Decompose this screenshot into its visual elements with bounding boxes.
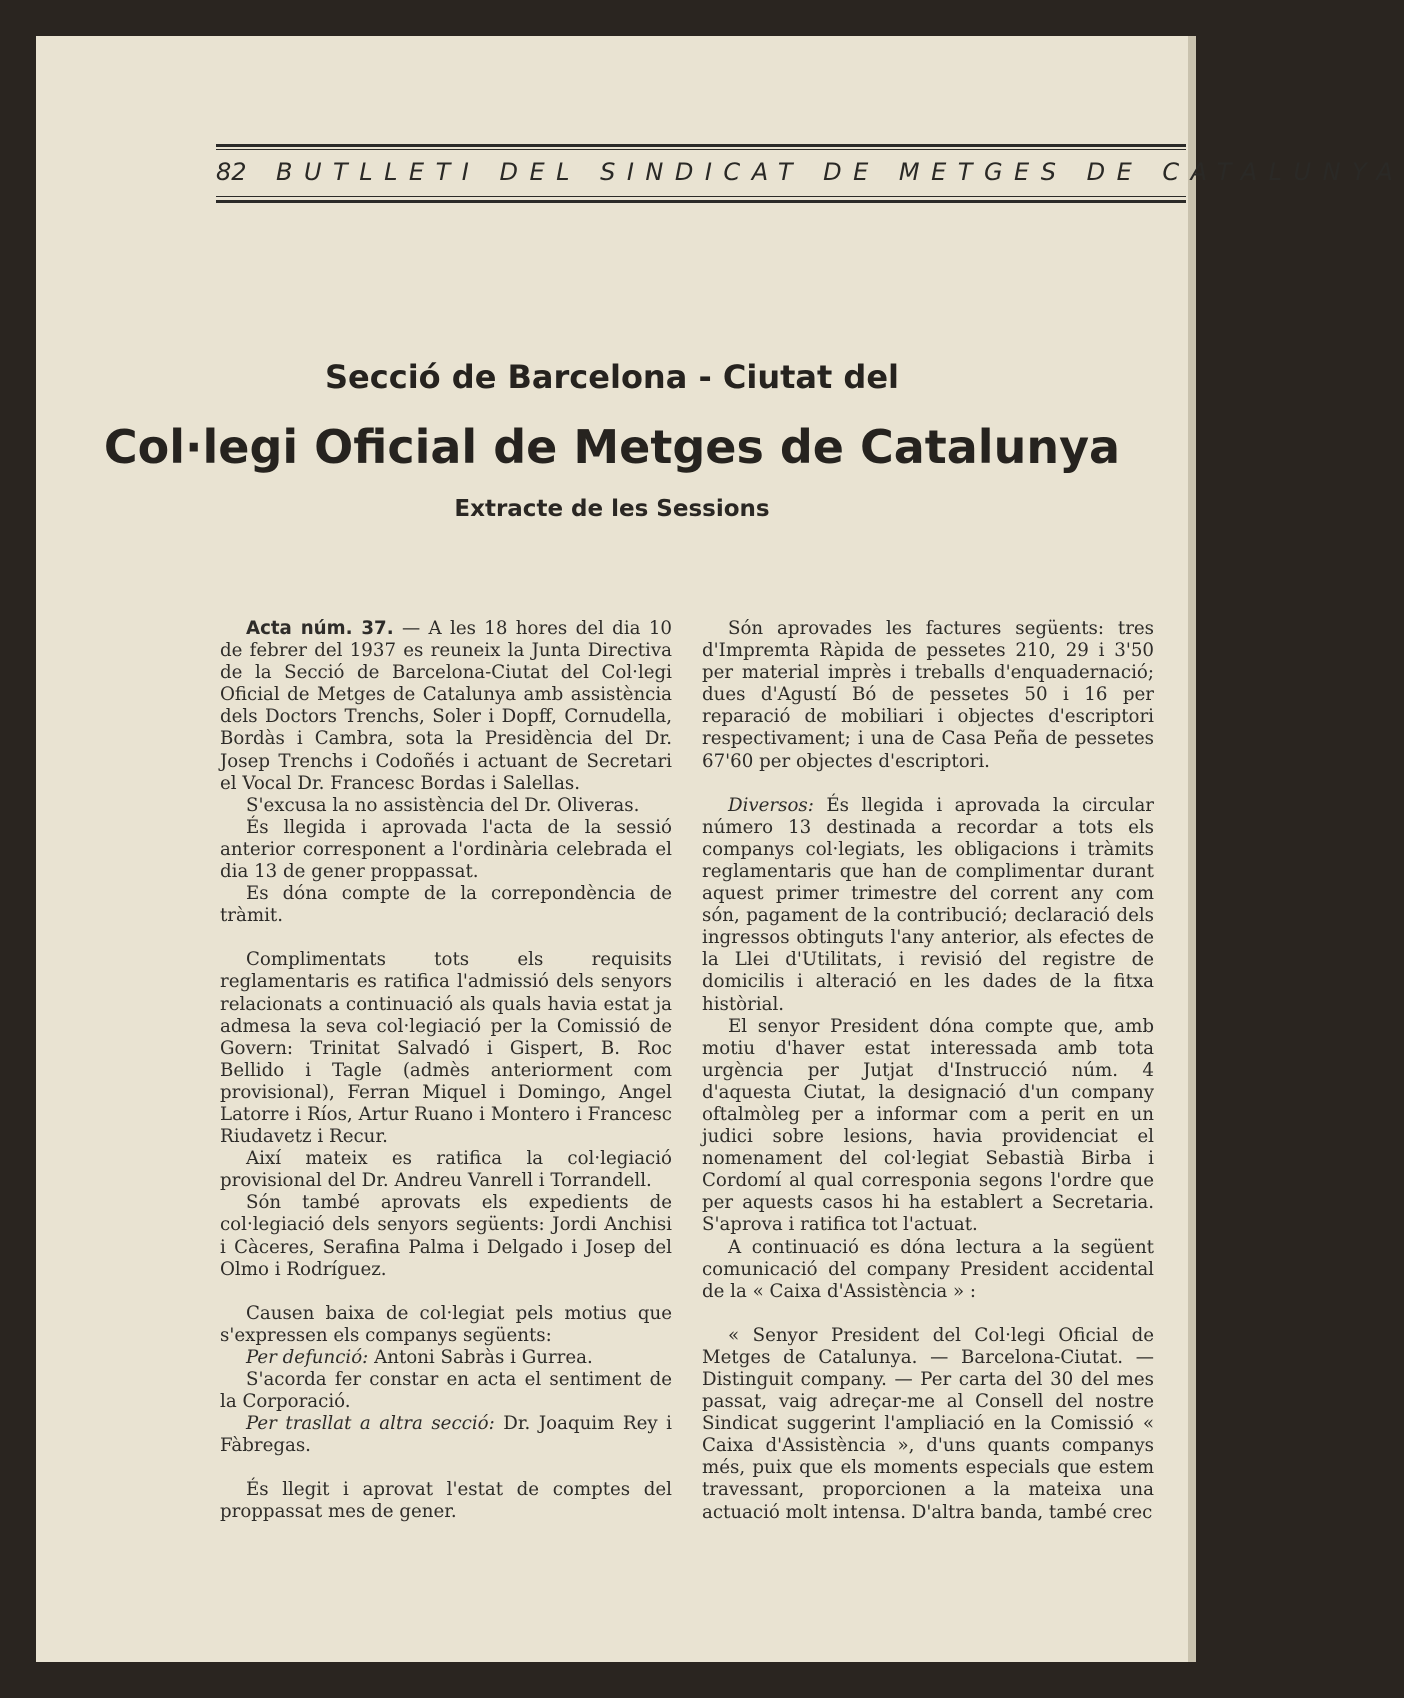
running-title: BUTLLETI DEL SINDICAT DE METGES DE CATALUNYA xyxy=(276,158,1404,186)
paragraph: « Senyor President del Col·legi Oficial de Metges de Catalunya. — Barcelona-Ciutat. — Distinguit company. — Per carta del 30 del mes passat, vaig adreçar-me al Consell del nostre Sindicat suggerint l'ampliació en la Comissió « Caixa d'Assistència », d'uns quants companys més, puix que els moments especials que estem travessant, proporcionen a la mateixa una actuació molt intensa. D'altra banda, també crec xyxy=(702,1324,1154,1523)
section-subtitle-2: Extracte de les Sessions xyxy=(454,496,770,522)
page-number: 82 xyxy=(216,158,247,186)
paragraph: S'excusa la no assistència del Dr. Oliveras. xyxy=(246,794,640,816)
header-rule-top xyxy=(216,144,1186,147)
paragraph: Complimentats tots els requisits reglamentaris es ratifica l'admissió dels senyors relacionats a continuació als quals havia estat ja admesa la seva col·legiació per la Comissió de Govern: Trinitat Salvadó i Gispert, B. Roc Bellido i Tagle (admès anteriorment com provisional), Ferran Miquel i Domingo, Angel Latorre i Ríos, Artur Ruano i Montero i Francesc Riudavetz i Recur. xyxy=(220,949,672,1148)
section-subtitle: Secció de Barcelona - Ciutat del xyxy=(325,358,899,396)
paragraph: Són també aprovats els expedients de col·legiació dels senyors següents: Jordi Anchisi i Càceres, Serafina Palma i Delgado i Josep del Olmo i Rodríguez. xyxy=(220,1192,672,1280)
paragraph: A continuació es dóna lectura a la següent comunicació del company President accidental de la « Caixa d'Assistència » : xyxy=(702,1236,1154,1302)
paragraph: Per trasllat a altra secció: Dr. Joaquim Rey i Fàbregas. xyxy=(220,1413,672,1457)
running-header xyxy=(216,158,1404,186)
header-rule-top-thin xyxy=(216,149,1186,150)
section-title: Col·legi Oficial de Metges de Catalunya xyxy=(103,420,1121,474)
left-column xyxy=(220,618,672,1524)
paragraph: És llegida i aprovada l'acta de la sessió anterior corresponent a l'ordinària celebrada el dia 13 de gener proppassat. xyxy=(220,816,672,883)
right-column xyxy=(702,618,1154,1524)
acta-label: Acta núm. 37. xyxy=(246,618,394,639)
header-rule-bottom xyxy=(216,200,1186,203)
header-rule-bottom-thin xyxy=(216,196,1186,197)
paragraph: S'acorda fer constar en acta el sentiment de la Corporació. xyxy=(220,1369,672,1413)
page-edge xyxy=(1188,36,1196,1662)
paragraph: És llegit i aprovat l'estat de comptes del proppassat mes de gener. xyxy=(220,1479,672,1523)
paragraph: Es dóna compte de la correpondència de tràmit. xyxy=(220,883,672,927)
paragraph: Causen baixa de col·legiat pels motius que s'expressen els companys següents: xyxy=(220,1302,672,1346)
label-diversos: Diversos: xyxy=(728,794,814,816)
label-trasllat: Per trasllat a altra secció: xyxy=(246,1413,495,1435)
paragraph: Acta núm. 37. — A les 18 hores del dia 10 de febrer del 1937 es reuneix la Junta Directiva de la Secció de Barcelona-Ciutat del Col·legi Oficial de Metges de Catalunya amb assistència dels Doctors Trenchs, Soler i Dopff, Cornudella, Bordàs i Cambra, sota la Presidència del Dr. Josep Trenchs i Codoñés i actuant de Secretari el Vocal Dr. Francesc Bordas i Salellas. xyxy=(220,618,672,794)
paragraph: El senyor President dóna compte que, amb motiu d'haver estat interessada amb tota urgència per Jutjat d'Instrucció núm. 4 d'aquesta Ciutat, la designació d'un company oftalmòleg per a informar com a perit en un judici sobre lesions, havia providenciat el nomenament del col·legiat Sebastià Birba i Cordomí al qual corresponia segons l'ordre que per aquests casos hi ha establert a Secretaria. S'aprova i ratifica tot l'actuat. xyxy=(702,1015,1154,1236)
paragraph: Així mateix es ratifica la col·legiació provisional del Dr. Andreu Vanrell i Torrandell. xyxy=(220,1148,672,1192)
label-defuncio: Per defunció: xyxy=(246,1346,369,1368)
paragraph: Són aprovades les factures següents: tres d'Impremta Ràpida de pessetes 210, 29 i 3'50 per material imprès i treballs d'enquadernació; dues d'Agustí Bó de pessetes 50 i 16 per reparació de mobiliari i objectes d'escriptori respectivament; i una de Casa Peña de pessetes 67'60 per objectes d'escriptori. xyxy=(702,618,1154,772)
paragraph: Diversos: És llegida i aprovada la circular número 13 destinada a recordar a tots els companys col·legiats, les obligacions i tràmits reglamentaris que han de complimentar durant aquest primer trimestre del corrent any com són, pagament de la contribució; declaració dels ingressos obtinguts l'any anterior, als efectes de la Llei d'Utilitats, i revisió del registre de domicilis i alteració en les dades de la fitxa històrial. xyxy=(702,794,1154,1015)
document-page xyxy=(36,36,1404,1662)
paragraph: Per defunció: Antoni Sabràs i Gurrea. xyxy=(246,1346,593,1368)
